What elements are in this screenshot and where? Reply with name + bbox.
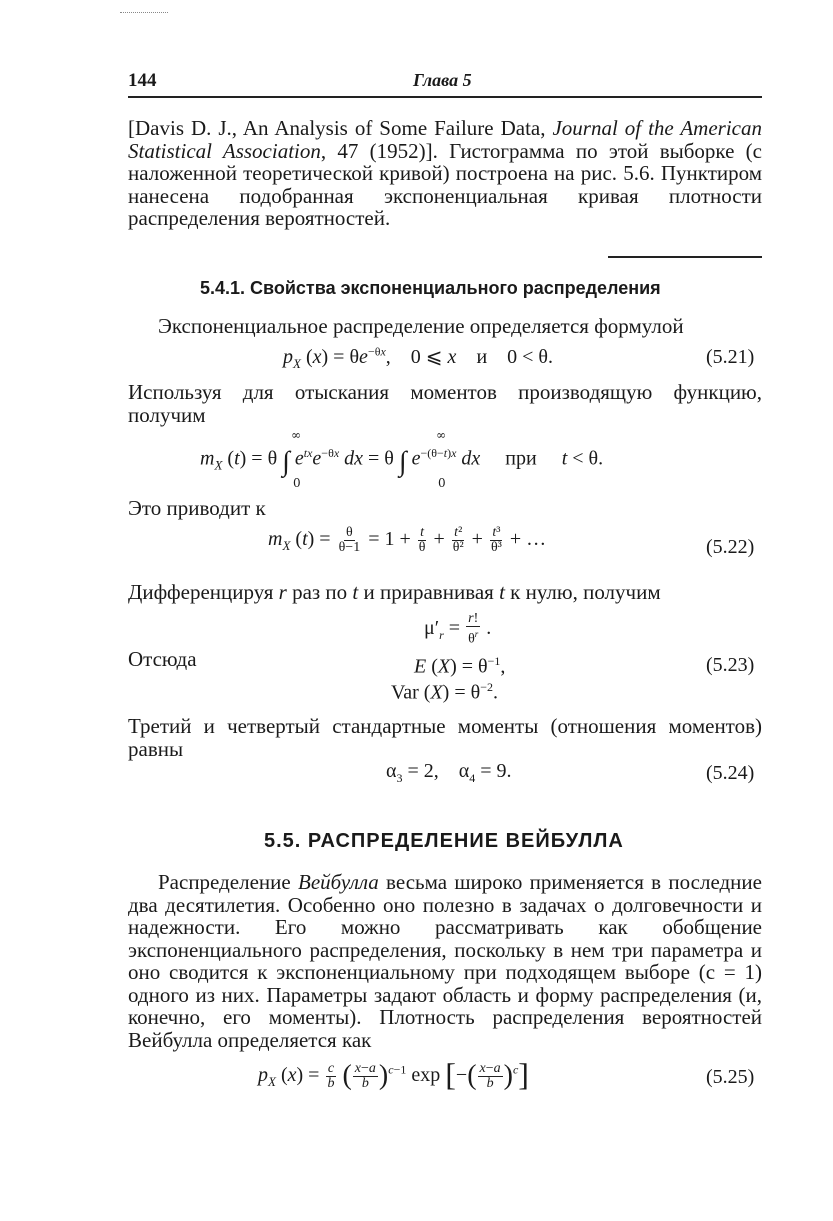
- intro-text: Экспоненциальное распределение определяется формулой: [158, 314, 684, 338]
- page-number: 144: [128, 70, 157, 91]
- weibull-name: Вейбулла: [298, 870, 379, 894]
- chapter-title: Глава 5: [413, 70, 472, 90]
- eq-number-5-24: (5.24): [706, 762, 755, 784]
- equation-5-21: $p_X$ $(x) = \theta e^{-\theta x}$, 0 ⩽ x и 0 < θ.: [283, 344, 553, 371]
- equation-5-24: $\alpha_3 = 2$, $\alpha_4 = 9$.: [386, 760, 512, 785]
- int-upper-limit: ∞: [291, 428, 301, 442]
- weibull-text-rest: весьма широко применяется в последние два десятилетия. Особенно оно полезно в задачах о долговечности и надежности. Его можно рассматривать как обобщение экспоненциального распределения, поскольку в нем три параметра и оно сводится к экспоненциальному при подходящем выборе (c = 1) одного из них. Параметры задают область и форму распределения (и, конечно, его моменты). Плотность распределения вероятностей Вейбулла определяется как: [128, 870, 762, 1052]
- equation-5-23-expectation: E $(X) = \theta^{-1}$,: [414, 654, 506, 678]
- diff-text: Дифференцируя r раз по t и приравнивая t к нулю, получим: [128, 580, 661, 604]
- leads-text: Это приводит к: [128, 496, 266, 520]
- equation-mgf: $m_X$ (t) = θ ∫ $e^{tx}e^{-\theta x}$ dx = θ ∫ $e^{-(\theta-t)x}$ dx при t < θ.: [200, 446, 604, 478]
- journal-name: Journal of the American Statistical Association: [128, 116, 762, 163]
- section-divider: [608, 256, 762, 258]
- weibull-text-start: Распределение: [158, 870, 298, 894]
- eq-number-5-25: (5.25): [706, 1066, 755, 1088]
- eq-number-5-22: (5.22): [706, 536, 755, 558]
- int-lower-limit: 0: [293, 476, 301, 490]
- scan-mark: [120, 12, 168, 14]
- reference-paragraph: [128, 117, 762, 230]
- weibull-paragraph: [128, 871, 762, 1051]
- section-541-title: 5.4.1. Свойства экспоненциального распределения: [200, 278, 661, 298]
- equation-5-22: $m_X$ (t) = $\frac{\theta}{\theta-1}$ = 1 + $\frac{t}{\theta}$ + $\frac{\text{t²}}{\text{θ²}}$ + $\frac{\text{t³}}{\text{θ³}}$ + …: [268, 525, 547, 555]
- running-header: [128, 70, 762, 98]
- int-lower-limit: 0: [438, 476, 446, 490]
- section-55-title: 5.5. РАСПРЕДЕЛЕНИЕ ВЕЙБУЛЛА: [264, 830, 624, 852]
- equation-mu-prime: $\mu'_r$ = $\frac{r!}{\theta^r}$ .: [424, 611, 492, 647]
- ref-text-1: [Davis D. J., An Analysis of Some Failure Data,: [128, 116, 553, 140]
- eq-number-5-21: (5.21): [706, 346, 755, 368]
- hence-text: Отсюда: [128, 647, 197, 671]
- equation-5-25: $p_X$ (x) = $\frac{c}{b}$ ( $\frac{x-a}{b}$ )$^{c-1}$ exp [−( $\frac{x-a}{b}$ )$^c$]: [258, 1056, 529, 1092]
- std-moments-text: Третий и четвертый стандартные моменты (отношения моментов) равны: [128, 714, 762, 761]
- ref-text-2: , 47 (1952)]. Гистограмма по этой выборке (с наложенной теоретической кривой) построена на рис. 5.6. Пунктиром нанесена подобранная экспоненциальная кривая плотности распределения вероятностей.: [128, 138, 762, 230]
- moments-text: Используя для отыскания моментов производящую функцию, получим: [128, 380, 762, 427]
- equation-5-23-variance: Var $(X) = \theta^{-2}$.: [391, 680, 498, 704]
- eq-number-5-23: (5.23): [706, 654, 755, 676]
- int-upper-limit: ∞: [436, 428, 446, 442]
